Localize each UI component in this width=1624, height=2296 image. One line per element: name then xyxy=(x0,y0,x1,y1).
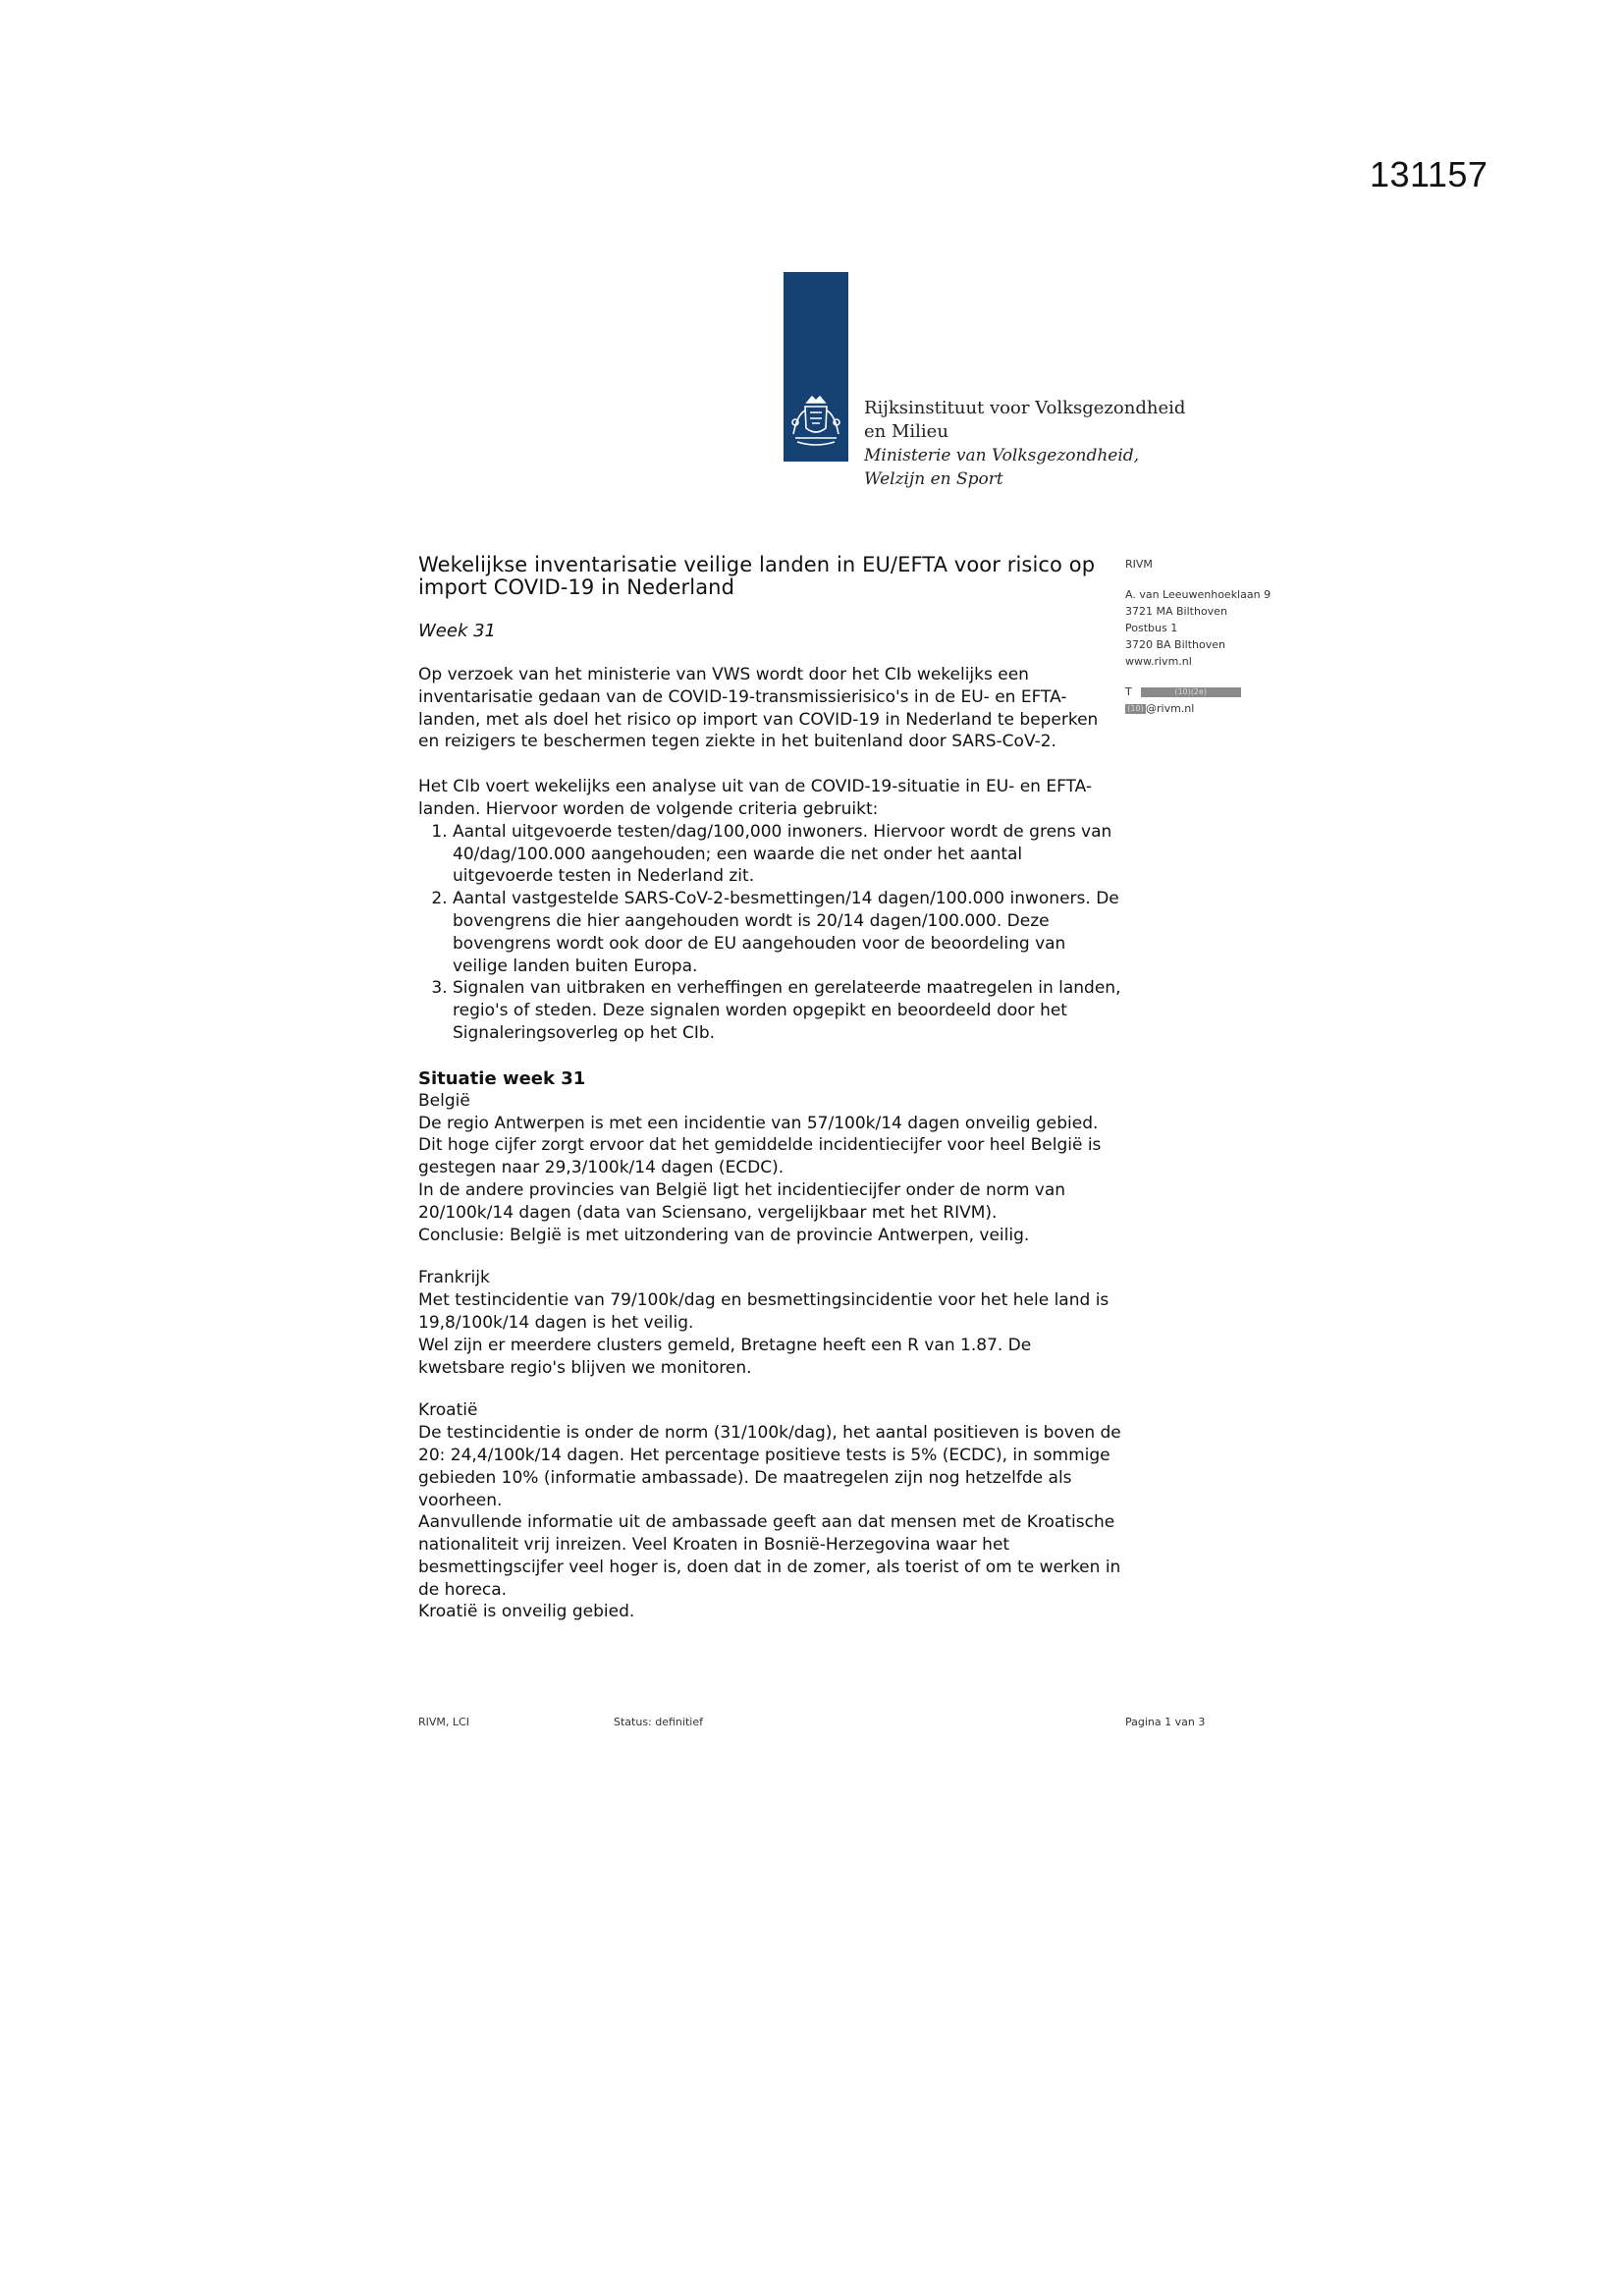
analysis-intro: Het CIb voert wekelijks een analyse uit van de COVID-19-situatie in EU- en EFTA-landen. Hiervoor worden de volgende criteria gebruikt: xyxy=(418,777,1093,819)
org-name-line1: Rijksinstituut voor Volksgezondheid xyxy=(864,398,1186,418)
crest-icon xyxy=(784,393,848,450)
country-section-belgie xyxy=(418,1090,1121,1247)
country-text: Kroatië is onveilig gebied. xyxy=(418,1602,635,1622)
document-title: Wekelijkse inventarisatie veilige landen in EU/EFTA voor risico op import COVID-19 in Nederland xyxy=(418,553,1096,599)
footer-page-number: Pagina 1 van 3 xyxy=(1125,1716,1206,1728)
ministry-line1: Ministerie van Volksgezondheid, xyxy=(864,446,1140,465)
sidebar-address-line: A. van Leeuwenhoeklaan 9 xyxy=(1125,588,1272,601)
country-text: Wel zijn er meerdere clusters gemeld, Bretagne heeft een R van 1.87. De kwetsbare regio's blijven we monitoren. xyxy=(418,1335,1032,1378)
ministry-line2: Welzijn en Sport xyxy=(864,469,1003,489)
sidebar-address-line: 3720 BA Bilthoven xyxy=(1125,638,1225,651)
footer-status: Status: definitief xyxy=(614,1716,703,1728)
country-text: Conclusie: België is met uitzondering van de provincie Antwerpen, veilig. xyxy=(418,1225,1030,1245)
email-redacted: (10) xyxy=(1125,704,1146,714)
footer-organisation: RIVM, LCI xyxy=(418,1716,469,1728)
country-text: Aanvullende informatie uit de ambassade geeft aan dat mensen met de Kroatische nationaliteit vrij inreizen. Veel Kroaten in Bosnië-Herzegovina waar het besmettingscijfer veel hoger is, doen dat in de zomer, als toerist of om te werken in de horeca. xyxy=(418,1512,1121,1600)
country-name: Frankrijk xyxy=(418,1268,490,1288)
criteria-list xyxy=(418,821,1121,1045)
situation-heading: Situatie week 31 xyxy=(418,1067,586,1089)
sidebar-email: (10) @rivm.nl xyxy=(1125,700,1322,717)
criteria-item: 1. Aantal uitgevoerde testen/dag/100,000 inwoners. Hiervoor wordt de grens van 40/dag/100.000 aangehouden; een waarde die net onder het aantal uitgevoerde testen in Nederland zit. xyxy=(453,821,1121,888)
sidebar-website: www.rivm.nl xyxy=(1125,655,1192,668)
sidebar-phone xyxy=(1125,683,1322,700)
country-text: In de andere provincies van België ligt het incidentiecijfer onder de norm van 20/100k/14 dagen (data van Sciensano, vergelijkbaar met het RIVM). xyxy=(418,1179,1066,1223)
phone-prefix: T xyxy=(1125,685,1132,698)
sidebar-address-line: 3721 MA Bilthoven xyxy=(1125,605,1227,618)
week-label: Week 31 xyxy=(418,621,496,641)
organisation-block xyxy=(864,397,1185,491)
country-text: De regio Antwerpen is met een incidentie van 57/100k/14 dagen onveilig gebied. Dit hoge cijfer zorgt ervoor dat het gemiddelde incidentiecijfer voor heel België is gestegen naar 29,3/100k/14 dagen (ECDC). xyxy=(418,1113,1102,1178)
email-suffix: rivm.nl xyxy=(1157,702,1195,715)
contact-sidebar xyxy=(1125,556,1322,717)
org-name-line2: en Milieu xyxy=(864,421,948,442)
country-section-frankrijk xyxy=(418,1267,1121,1379)
phone-redacted: (10)(2e) xyxy=(1141,687,1241,697)
criteria-item: 2. Aantal vastgestelde SARS-CoV-2-besmettingen/14 dagen/100.000 inwoners. De bovengrens die hier aangehouden wordt is 20/14 dagen/100.000. Deze bovengrens wordt ook door de EU aangehouden voor de beoordeling van veilige landen buiten Europa. xyxy=(453,888,1121,977)
document-number: 131157 xyxy=(1370,154,1489,194)
sidebar-org: RIVM xyxy=(1125,558,1153,571)
country-section-kroatie xyxy=(418,1399,1121,1623)
country-name: Kroatië xyxy=(418,1400,478,1421)
criteria-item: 3. Signalen van uitbraken en verheffingen en gerelateerde maatregelen in landen, regio's of steden. Deze signalen worden opgepikt en beoordeeld door het Signaleringsoverleg op het CIb. xyxy=(453,977,1121,1044)
sidebar-address-line: Postbus 1 xyxy=(1125,622,1178,634)
main-content xyxy=(418,554,1121,1623)
country-name: België xyxy=(418,1090,470,1111)
country-text: De testincidentie is onder de norm (31/100k/dag), het aantal positieven is boven de 20: 24,4/100k/14 dagen. Het percentage positieve tests is 5% (ECDC), in sommige gebieden 10% (informatie ambassade). De maatregelen zijn nog hetzelfde als voorheen. xyxy=(418,1423,1121,1510)
intro-paragraph: Op verzoek van het ministerie van VWS wordt door het CIb wekelijks een inventarisatie gedaan van de COVID-19-transmissierisico's in de EU- en EFTA-landen, met als doel het risico op import van COVID-19 in Nederland te beperken en reizigers te beschermen tegen ziekte in het buitenland door SARS-CoV-2. xyxy=(418,665,1099,752)
country-text: Met testincidentie van 79/100k/dag en besmettingsincidentie voor het hele land is 19,8/100k/14 dagen is het veilig. xyxy=(418,1290,1110,1333)
